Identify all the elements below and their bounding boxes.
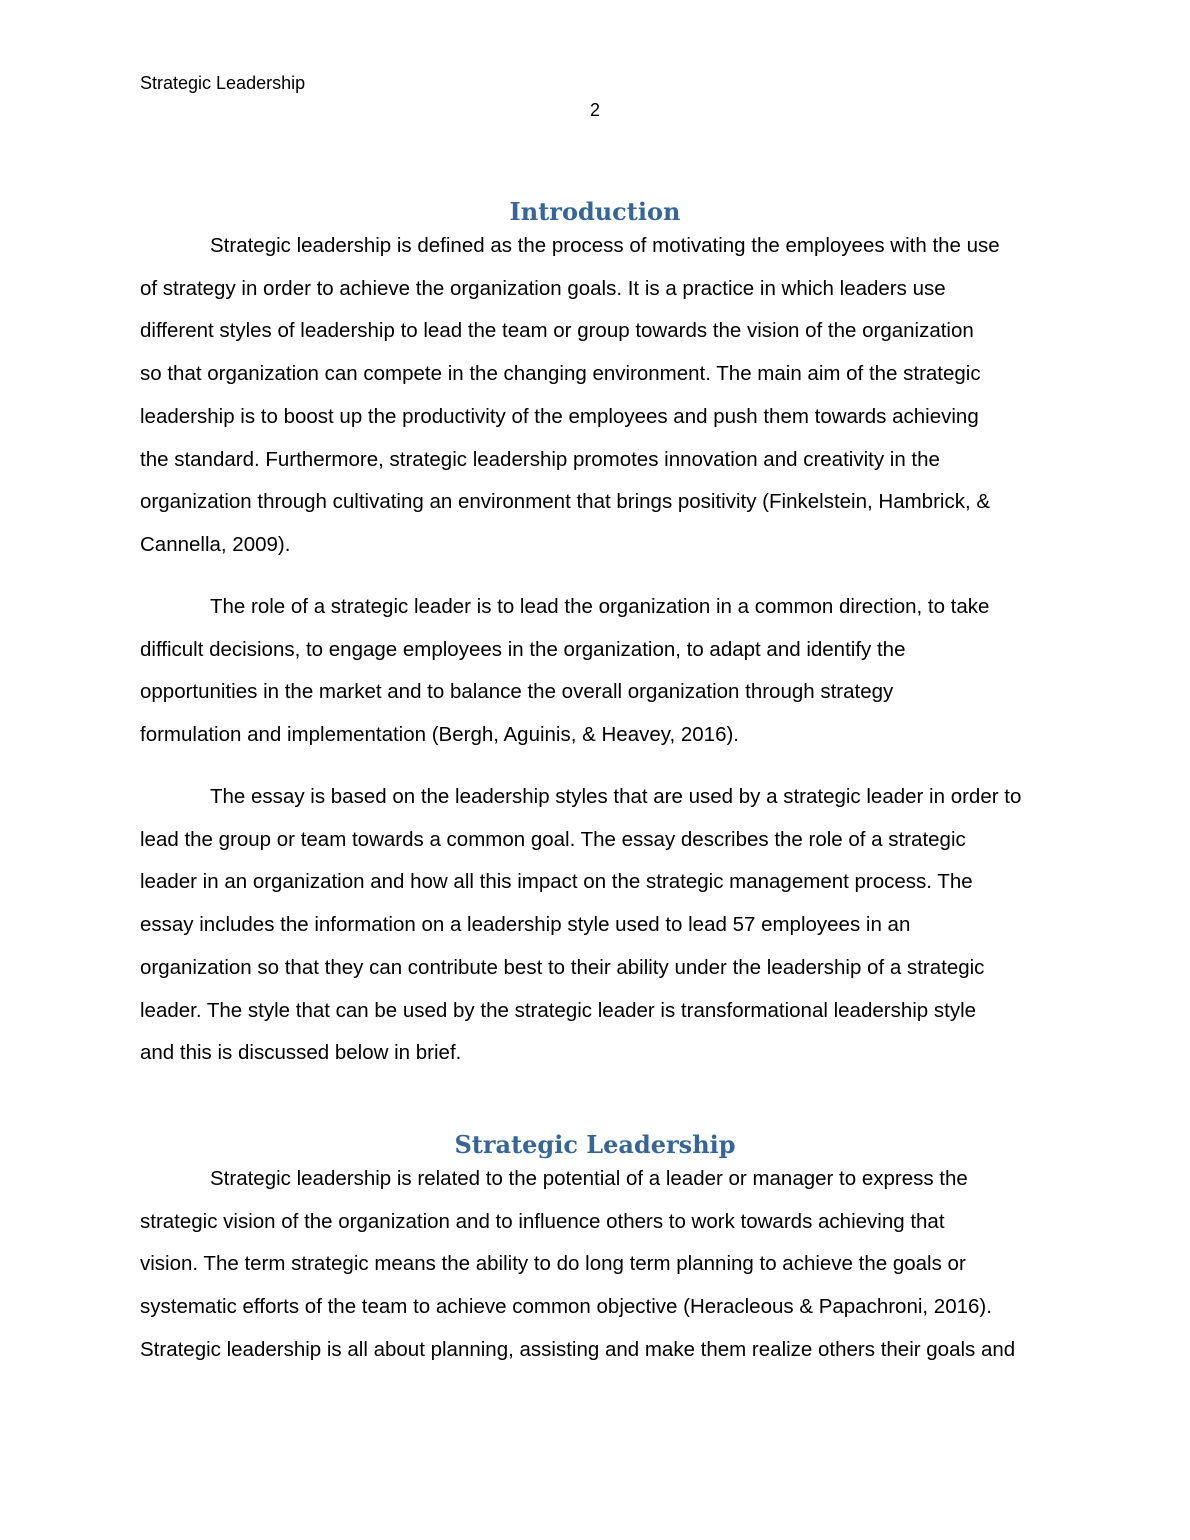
text-line: vision. The term strategic means the ability to do long term planning to achieve the goals or [140,1252,966,1276]
text-line: Strategic leadership is all about planning, assisting and make them realize others their goals and [140,1337,1016,1361]
text-line: Strategic leadership is defined as the process of motivating the employees with the use [210,234,1000,257]
text-line: The role of a strategic leader is to lead the organization in a common direction, to take [210,595,990,618]
text-line: formulation and implementation (Bergh, Aguinis, & Heavey, 2016). [140,723,740,747]
text-line: leader in an organization and how all this impact on the strategic management process. The [140,870,973,894]
text-line: Cannella, 2009). [140,532,291,556]
text-line: essay includes the information on a leadership style used to lead 57 employees in an [140,913,911,937]
section-heading-strategic-leadership: Strategic Leadership [454,1130,736,1159]
text-line: organization through cultivating an environment that brings positivity (Finkelstein, Hambrick, & [140,490,991,514]
text-line: difficult decisions, to engage employees in the organization, to adapt and identify the [140,637,906,661]
strategic-leadership-paragraph-1 [140,1158,1050,1372]
text-line: the standard. Furthermore, strategic leadership promotes innovation and creativity in the [140,447,940,471]
text-line: Strategic leadership is related to the potential of a leader or manager to express the [210,1167,968,1190]
page-number: 2 [589,100,600,120]
text-line: different styles of leadership to lead the team or group towards the vision of the organization [140,319,974,343]
introduction-paragraph-1 [140,225,1050,567]
text-line: leadership is to boost up the productivity of the employees and push them towards achieving [140,404,979,428]
introduction-paragraph-3 [140,776,1050,1075]
running-head: Strategic Leadership [140,73,306,93]
text-line: organization so that they can contribute best to their ability under the leadership of a strategic [140,955,985,979]
text-line: The essay is based on the leadership styles that are used by a strategic leader in order to [210,785,1022,808]
text-line: systematic efforts of the team to achieve common objective (Heracleous & Papachroni, 2016). [140,1295,992,1319]
text-line: strategic vision of the organization and to influence others to work towards achieving that [140,1209,945,1233]
text-line: of strategy in order to achieve the organization goals. It is a practice in which leaders use [140,276,946,300]
introduction-paragraph-2 [140,586,1050,757]
section-heading-introduction: Introduction [509,197,681,226]
text-line: leader. The style that can be used by the strategic leader is transformational leadership style [140,998,977,1022]
text-line: opportunities in the market and to balance the overall organization through strategy [140,680,894,704]
text-line: so that organization can compete in the changing environment. The main aim of the strategic [140,362,981,386]
text-line: and this is discussed below in brief. [140,1041,462,1065]
text-line: lead the group or team towards a common goal. The essay describes the role of a strategic [140,827,966,851]
